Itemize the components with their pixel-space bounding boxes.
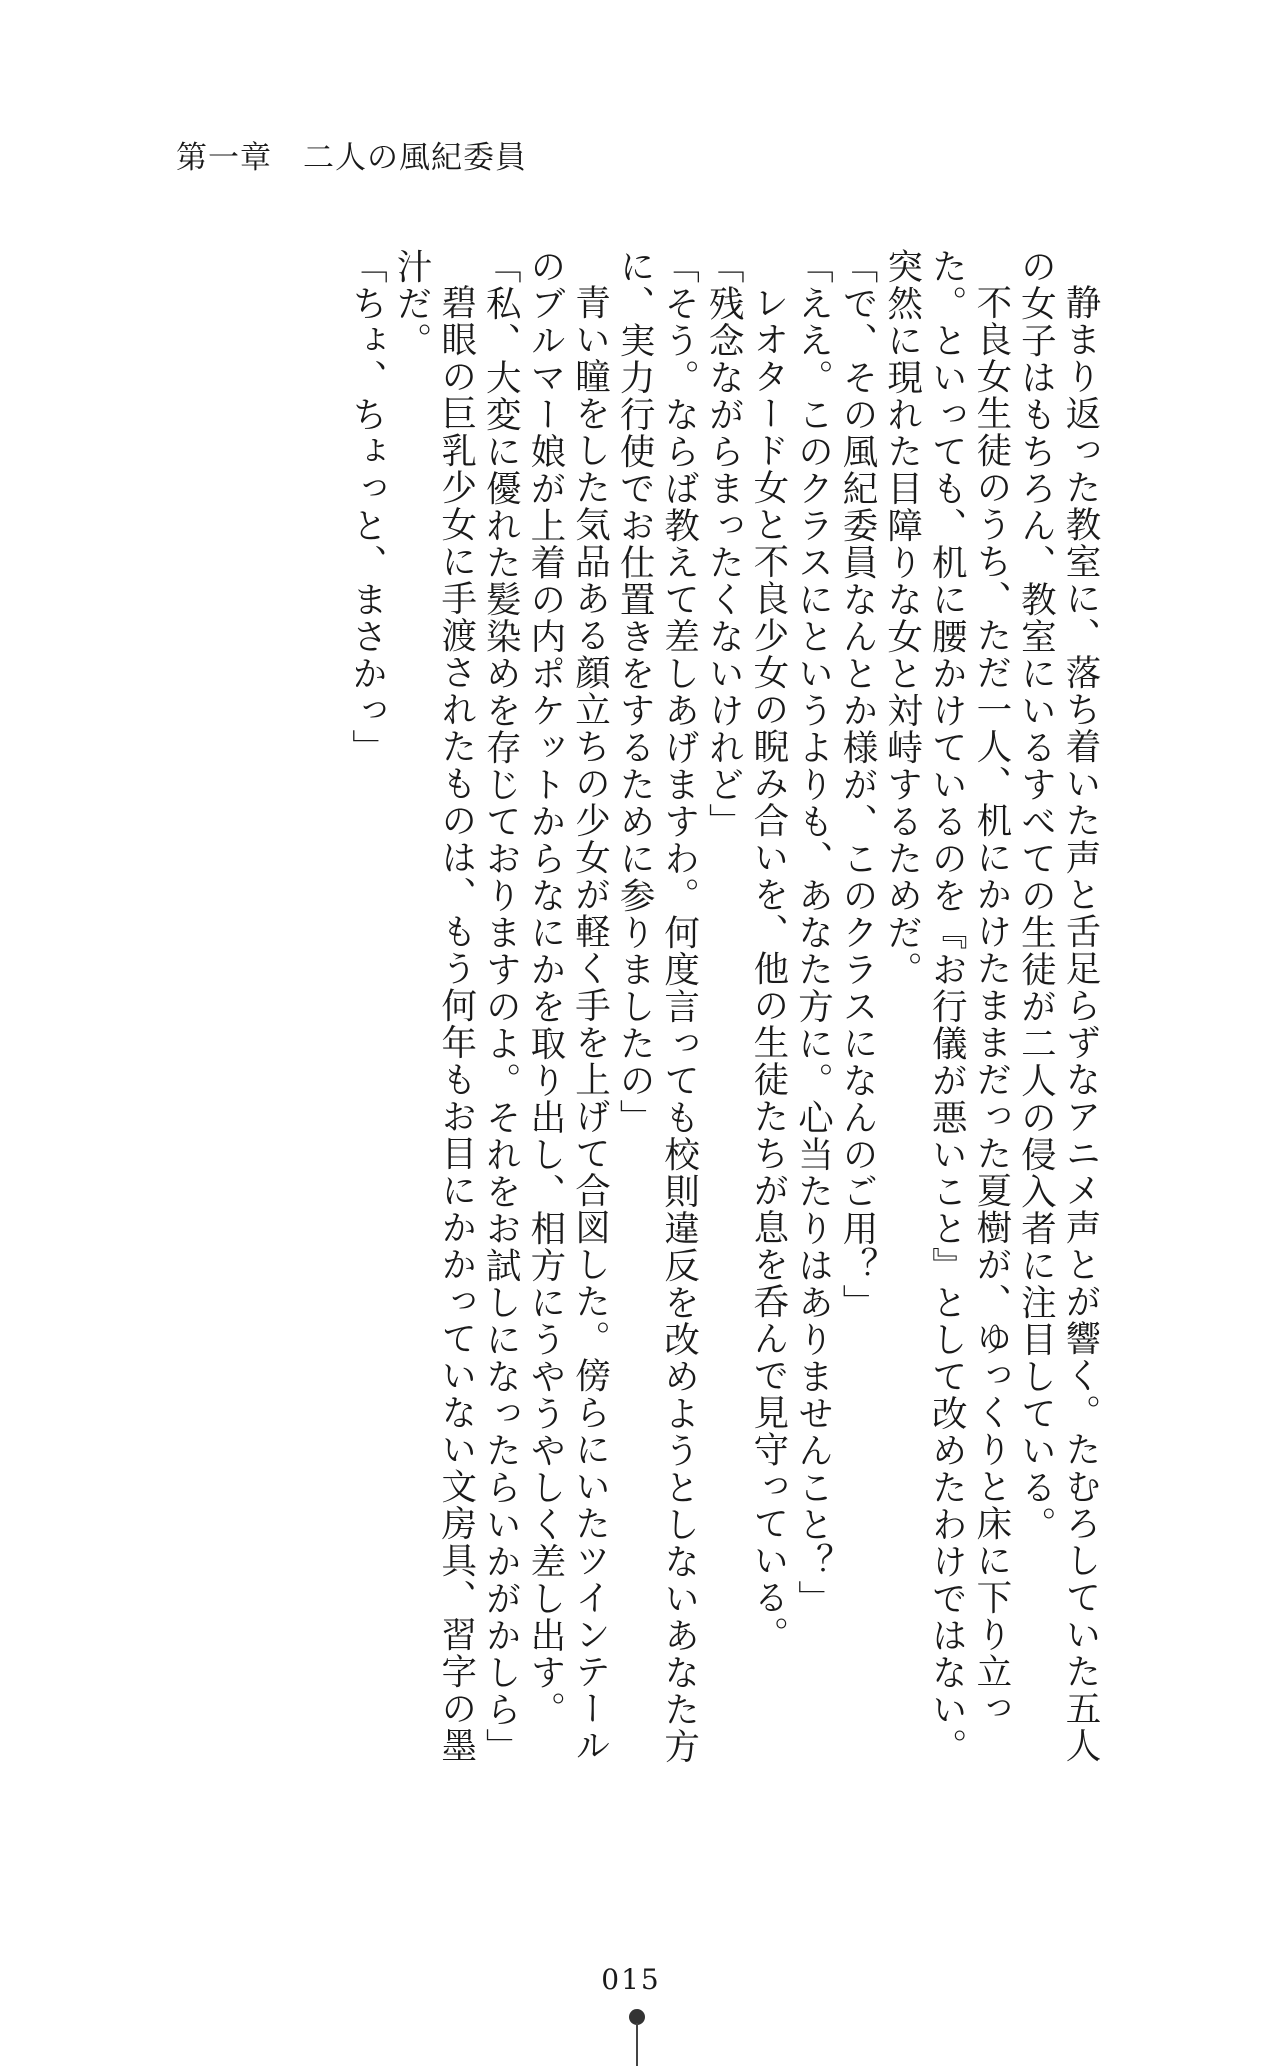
paragraph-8: 青い瞳をした気品ある顔立ちの少女が軽く手を上げて合図した。傍らにいたツインテールのブルマー娘が上着の内ポケットからなにかを取り出し、相方にうやうやしく差し出す。	[524, 248, 611, 1764]
paragraph-1: 静まり返った教室に、落ち着いた声と舌足らずなアニメ声とが響く。たむろしていた五人の女子はもちろん、教室にいるすべての生徒が二人の侵入者に注目している。	[1015, 248, 1101, 1764]
paragraph-6: 「残念ながらまったくないけれど」	[703, 248, 745, 840]
paragraph-4: 「ええ。このクラスにというよりも、あなた方に。心当たりはありませんこと？」	[792, 248, 834, 1617]
page-marker-line	[636, 2023, 638, 2066]
running-header	[176, 132, 527, 177]
page-number: 015	[601, 1963, 661, 1996]
vertical-body-text	[102, 248, 1102, 1768]
chapter-label: 第一章	[176, 140, 272, 176]
chapter-title: 二人の風紀委員	[303, 140, 527, 176]
paragraph-11: 「ちょ、ちょっと、まさかっ」	[346, 248, 388, 766]
paragraph-5: レオタード女と不良少女の睨み合いを、他の生徒たちが息を呑んで見守っている。	[747, 283, 789, 1653]
paragraph-9: 「私、大変に優れた髪染めを存じておりますのよ。それをお試しになったらいかがかしら」	[480, 248, 522, 1765]
paragraph-2: 不良女生徒のうち、ただ一人、机にかけたままだった夏樹が、ゆっくりと床に下り立った。といっても、机に腰かけているのを『お行儀が悪いこと』として改めたわけではない。突然に現れた目障りな女と対峙するためだ。	[881, 248, 1012, 1765]
paragraph-3: 「で、その風紀委員なんとか様が、このクラスになんのご用？」	[837, 248, 879, 1321]
paragraph-10: 碧眼の巨乳少女に手渡されたものは、もう何年もお目にかかっていない文房具、習字の墨汁だ。	[391, 248, 477, 1764]
paragraph-7: 「そう。ならば教えて差しあげますわ。何度言っても校則違反を改めようとしないあなた方に、実力行使でお仕置きをするために参りましたの」	[614, 248, 700, 1765]
